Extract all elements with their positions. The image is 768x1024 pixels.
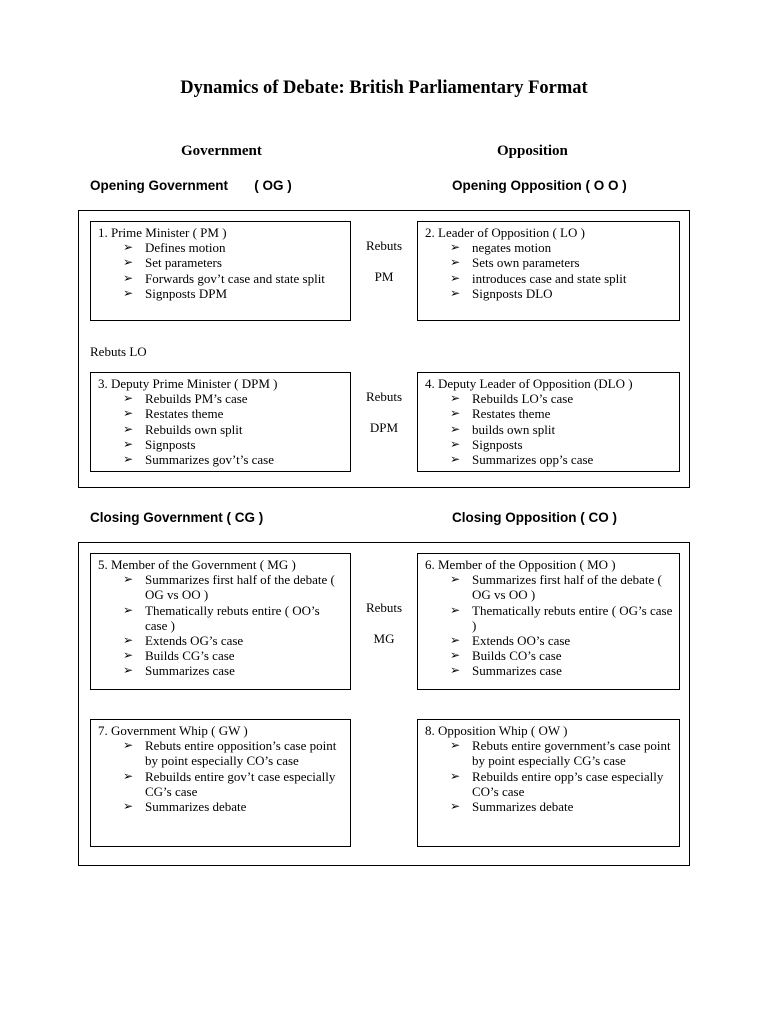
bullet-point	[98, 452, 344, 467]
bullet-point	[98, 240, 344, 255]
bullet-text: Summarizes opp’s case	[472, 452, 594, 468]
bullet-point	[98, 769, 344, 799]
point-list	[98, 572, 344, 678]
arrow-bullet-icon: ➢	[123, 663, 134, 678]
bullet-point	[98, 422, 344, 437]
arrow-bullet-icon: ➢	[450, 421, 461, 436]
rebuts-target-mg: MG	[373, 631, 395, 646]
bullet-point	[425, 286, 673, 301]
bullet-text: Rebuilds entire gov’t case especially CG’s case	[145, 768, 336, 799]
arrow-bullet-icon: ➢	[123, 240, 134, 255]
bullet-text: Restates theme	[145, 406, 224, 422]
bullet-text: Extends OG’s case	[145, 633, 244, 649]
bullet-point	[98, 271, 344, 286]
speaker-box-dlo	[417, 372, 680, 472]
bullet-text: Rebuilds own split	[145, 421, 243, 437]
arrow-bullet-icon: ➢	[123, 602, 134, 617]
point-list	[98, 240, 344, 301]
arrow-bullet-icon: ➢	[450, 285, 461, 300]
bullet-text: Rebuilds LO’s case	[472, 391, 574, 407]
bullet-point	[425, 738, 673, 768]
speaker-box-mo	[417, 553, 680, 690]
arrow-bullet-icon: ➢	[450, 738, 461, 753]
arrow-bullet-icon: ➢	[123, 436, 134, 451]
bullet-text: Forwards gov’t case and state split	[145, 270, 325, 286]
bullet-point	[98, 633, 344, 648]
bullet-text: Signposts	[145, 436, 196, 452]
speaker-box-dpm	[90, 372, 351, 472]
arrow-bullet-icon: ➢	[123, 255, 134, 270]
bullet-point	[425, 633, 673, 648]
speaker-title: 1. Prime Minister ( PM )	[98, 225, 227, 240]
bullet-text: Summarizes debate	[472, 799, 574, 815]
speaker-title: 5. Member of the Government ( MG )	[98, 557, 296, 572]
bullet-text: Thematically rebuts entire ( OG’s case )	[472, 602, 673, 633]
speaker-title: 8. Opposition Whip ( OW )	[425, 723, 568, 738]
bullet-text: Signposts DPM	[145, 285, 227, 301]
bullet-point	[98, 799, 344, 814]
arrow-bullet-icon: ➢	[123, 648, 134, 663]
bullet-text: Summarizes first half of the debate ( OG vs OO )	[472, 572, 662, 603]
bullet-point	[425, 255, 673, 270]
arrow-bullet-icon: ➢	[450, 648, 461, 663]
rebuts-target-dpm: DPM	[369, 420, 399, 435]
arrow-bullet-icon: ➢	[123, 270, 134, 285]
speaker-title: 3. Deputy Prime Minister ( DPM )	[98, 376, 278, 391]
document-title: Dynamics of Debate: British Parliamentary Format	[180, 78, 588, 98]
bullet-text: Thematically rebuts entire ( OO’s case )	[145, 602, 320, 633]
bullet-point	[425, 769, 673, 799]
speaker-title: 4. Deputy Leader of Opposition (DLO )	[425, 376, 633, 391]
closing-government-label: Closing Government ( CG )	[90, 510, 264, 525]
arrow-bullet-icon: ➢	[123, 633, 134, 648]
bullet-point	[425, 271, 673, 286]
rebuts-label-pm: Rebuts	[365, 238, 403, 253]
arrow-bullet-icon: ➢	[123, 572, 134, 587]
bullet-point	[98, 663, 344, 678]
bullet-text: Rebuts entire opposition’s case point by point especially CO’s case	[145, 738, 337, 769]
bullet-text: introduces case and state split	[472, 270, 627, 286]
rebuts-label-mg: Rebuts	[365, 600, 403, 615]
arrow-bullet-icon: ➢	[123, 406, 134, 421]
arrow-bullet-icon: ➢	[450, 406, 461, 421]
bullet-point	[425, 240, 673, 255]
point-list	[425, 738, 673, 814]
rebuts-label-dpm: Rebuts	[365, 389, 403, 404]
speaker-box-ow	[417, 719, 680, 847]
arrow-bullet-icon: ➢	[450, 572, 461, 587]
point-list	[425, 572, 673, 678]
bullet-text: Rebuilds PM’s case	[145, 391, 248, 407]
bullet-text: Builds CG’s case	[145, 648, 235, 664]
rebuts-lo-note: Rebuts LO	[90, 344, 147, 359]
arrow-bullet-icon: ➢	[450, 663, 461, 678]
bullet-point	[425, 422, 673, 437]
point-list	[98, 391, 344, 467]
bullet-point	[98, 738, 344, 768]
arrow-bullet-icon: ➢	[123, 799, 134, 814]
bullet-text: Defines motion	[145, 240, 226, 256]
bullet-point	[98, 255, 344, 270]
bullet-point	[98, 603, 344, 633]
bullet-point	[98, 437, 344, 452]
bullet-point	[98, 648, 344, 663]
closing-opposition-label: Closing Opposition ( CO )	[452, 510, 617, 525]
bullet-text: Summarizes gov’t’s case	[145, 452, 275, 468]
bullet-point	[425, 452, 673, 467]
arrow-bullet-icon: ➢	[450, 255, 461, 270]
arrow-bullet-icon: ➢	[450, 602, 461, 617]
point-list	[98, 738, 344, 814]
arrow-bullet-icon: ➢	[123, 391, 134, 406]
arrow-bullet-icon: ➢	[450, 240, 461, 255]
speaker-title: 7. Government Whip ( GW )	[98, 723, 248, 738]
opposition-column-heading: Opposition	[497, 143, 568, 159]
bullet-point	[425, 799, 673, 814]
bullet-point	[98, 286, 344, 301]
bullet-point	[425, 406, 673, 421]
point-list	[425, 240, 673, 301]
bullet-point	[425, 572, 673, 602]
point-list	[425, 391, 673, 467]
arrow-bullet-icon: ➢	[450, 436, 461, 451]
speaker-box-mg	[90, 553, 351, 690]
arrow-bullet-icon: ➢	[450, 633, 461, 648]
arrow-bullet-icon: ➢	[450, 768, 461, 783]
bullet-point	[98, 391, 344, 406]
arrow-bullet-icon: ➢	[123, 421, 134, 436]
bullet-text: negates motion	[472, 240, 552, 256]
bullet-text: Signposts	[472, 436, 523, 452]
arrow-bullet-icon: ➢	[450, 452, 461, 467]
arrow-bullet-icon: ➢	[450, 799, 461, 814]
opening-opposition-label: Opening Opposition ( O O )	[452, 178, 627, 193]
arrow-bullet-icon: ➢	[123, 452, 134, 467]
bullet-text: Extends OO’s case	[472, 633, 571, 649]
bullet-text: Rebuilds entire opp’s case especially CO’s case	[472, 768, 664, 799]
bullet-text: Builds CO’s case	[472, 648, 562, 664]
bullet-text: Summarizes case	[145, 663, 235, 679]
bullet-text: Signposts DLO	[472, 285, 553, 301]
bullet-text: Sets own parameters	[472, 255, 580, 271]
bullet-text: Summarizes case	[472, 663, 562, 679]
speaker-box-gw	[90, 719, 351, 847]
bullet-point	[425, 437, 673, 452]
arrow-bullet-icon: ➢	[123, 285, 134, 300]
bullet-text: builds own split	[472, 421, 556, 437]
speaker-box-lo	[417, 221, 680, 321]
bullet-point	[425, 648, 673, 663]
rebuts-target-pm: PM	[374, 269, 394, 284]
bullet-text: Summarizes debate	[145, 799, 247, 815]
opening-government-label: Opening Government ( OG )	[90, 178, 292, 193]
bullet-point	[98, 406, 344, 421]
speaker-title: 6. Member of the Opposition ( MO )	[425, 557, 616, 572]
arrow-bullet-icon: ➢	[450, 270, 461, 285]
bullet-point	[425, 391, 673, 406]
bullet-text: Restates theme	[472, 406, 551, 422]
bullet-text: Set parameters	[145, 255, 222, 271]
bullet-text: Rebuts entire government’s case point by point especially CG’s case	[472, 738, 671, 769]
bullet-text: Summarizes first half of the debate ( OG vs OO )	[145, 572, 335, 603]
bullet-point	[98, 572, 344, 602]
arrow-bullet-icon: ➢	[123, 738, 134, 753]
speaker-title: 2. Leader of Opposition ( LO )	[425, 225, 585, 240]
arrow-bullet-icon: ➢	[123, 768, 134, 783]
arrow-bullet-icon: ➢	[450, 391, 461, 406]
speaker-box-pm	[90, 221, 351, 321]
bullet-point	[425, 663, 673, 678]
bullet-point	[425, 603, 673, 633]
government-column-heading: Government	[181, 143, 262, 159]
